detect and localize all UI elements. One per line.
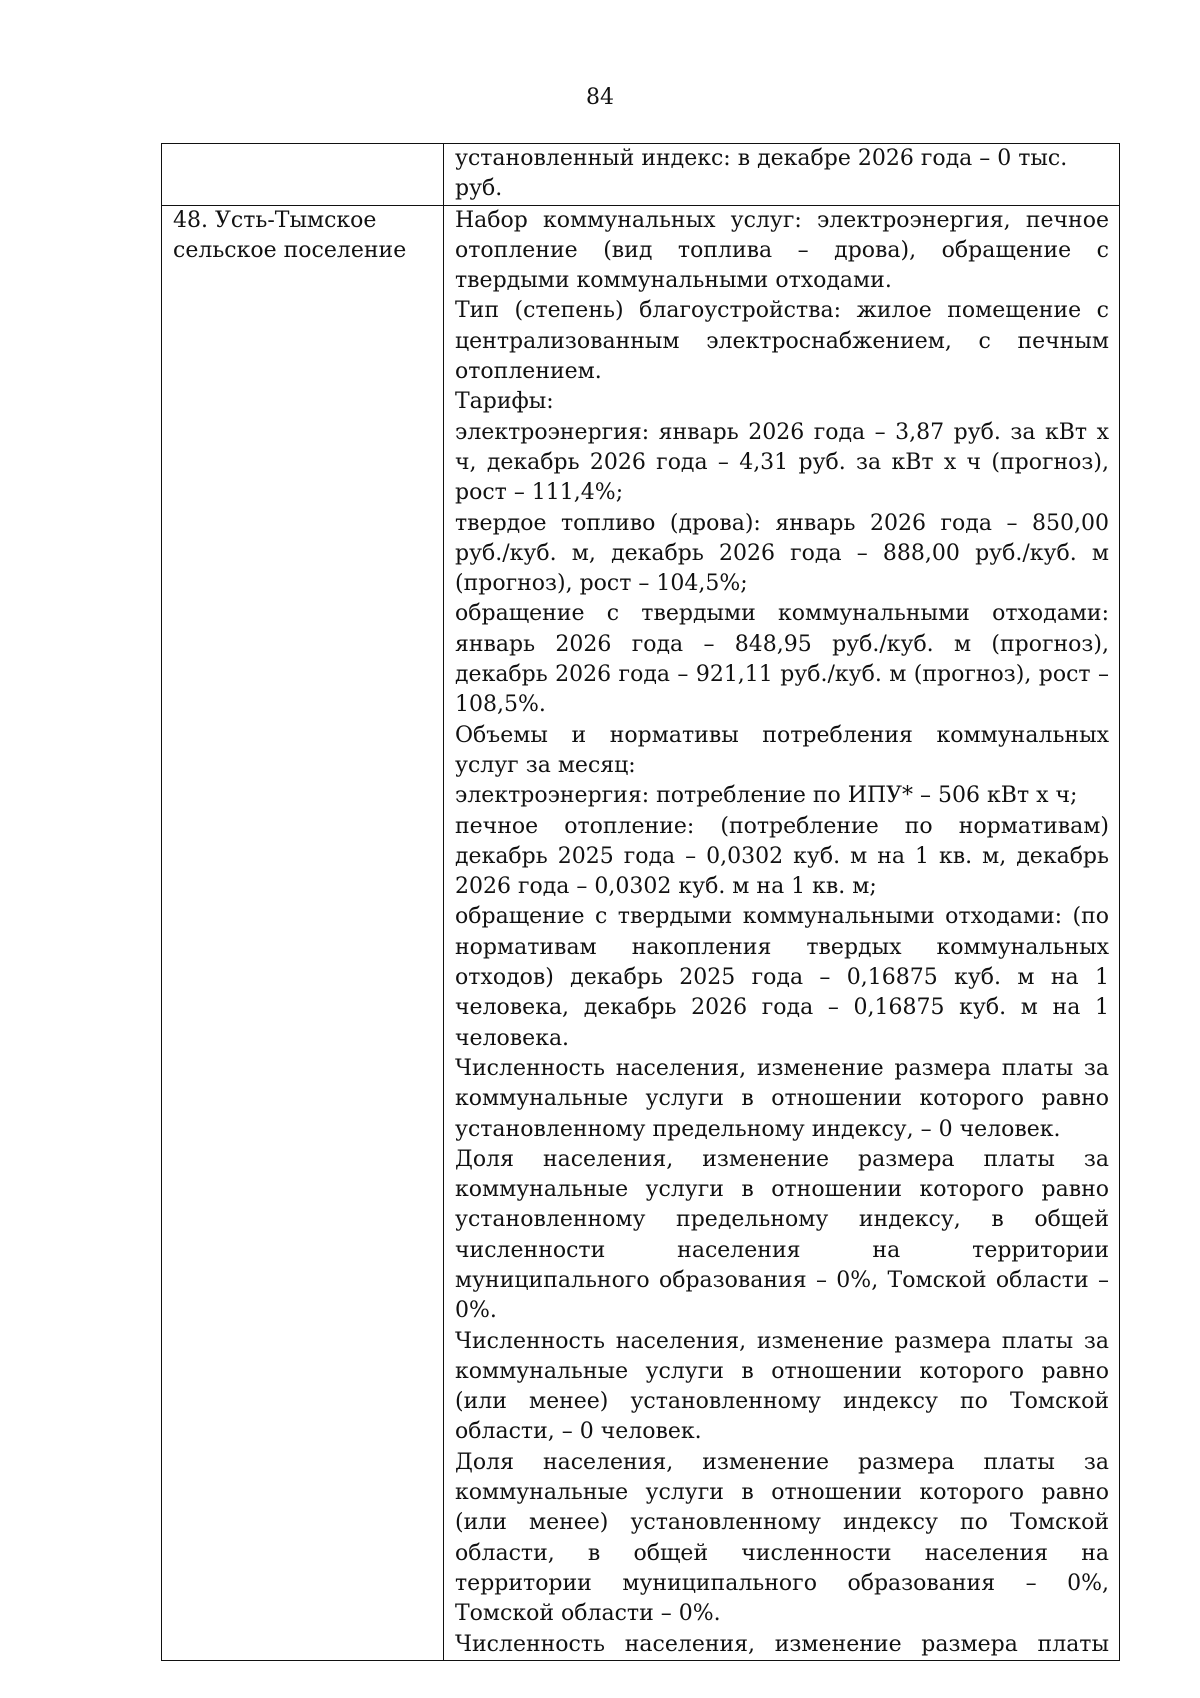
paragraph: Доля населения, изменение размера платы за коммунальные услуги в отношении которого равно установленному предельному индексу, в общей численности населения на территории муниципального образования – 0%, Томской области – 0%.: [455, 1146, 1109, 1324]
paragraph: печное отопление: (потребление по нормативам) декабрь 2025 года – 0,0302 куб. м на 1 кв. м, декабрь 2026 года – 0,0302 куб. м на 1 кв. м;: [455, 813, 1109, 900]
paragraph: Тарифы:: [455, 389, 554, 415]
paragraph: Тип (степень) благоустройства: жилое помещение с централизованным электроснабжением, с печным отоплением.: [455, 298, 1109, 385]
table-cell-right: [444, 144, 1120, 206]
paragraph: Объемы и нормативы потребления коммунальных услуг за месяц:: [455, 722, 1109, 778]
table-row: [162, 205, 1120, 1660]
table-row: [162, 144, 1120, 206]
paragraph: твердое топливо (дрова): январь 2026 года – 850,00 руб./куб. м, декабрь 2026 года – 888,00 руб./куб. м (прогноз), рост – 104,5%;: [455, 510, 1109, 597]
paragraph: Численность населения, изменение размера платы за коммунальные услуги в отношении которого равно (или менее) установленному индексу по Томской области, – 0 человек.: [455, 1328, 1109, 1445]
paragraph: Численность населения, изменение размера платы за коммунальные услуги в отношении которого равно установленному предельному индексу, – 0 человек.: [455, 1055, 1109, 1142]
paragraph: электроэнергия: потребление по ИПУ* – 506 кВт х ч;: [455, 783, 1078, 809]
table-cell-left: [162, 144, 444, 206]
data-table: [161, 143, 1120, 1661]
paragraph: Доля населения, изменение размера платы за коммунальные услуги в отношении которого равно (или менее) установленному индексу по Томской области, в общей численности населения на территории муниципального образования – 0%, Томской области – 0%.: [455, 1449, 1109, 1627]
paragraph: обращение с твердыми коммунальными отходами: январь 2026 года – 848,95 руб./куб. м (прогноз), декабрь 2026 года – 921,11 руб./куб. м (прогноз), рост – 108,5%.: [455, 601, 1109, 718]
settlement-name: 48. Усть-Тымское сельское поселение: [162, 205, 444, 1660]
page-number: 84: [586, 85, 614, 110]
paragraph: электроэнергия: январь 2026 года – 3,87 руб. за кВт х ч, декабрь 2026 года – 4,31 руб. за кВт х ч (прогноз), рост – 111,4%;: [455, 419, 1109, 506]
paragraph: установленный индекс: в декабре 2026 года – 0 тыс. руб.: [455, 146, 1068, 202]
paragraph: Набор коммунальных услуг: электроэнергия, печное отопление (вид топлива – дрова), обращение с твердыми коммунальными отходами.: [455, 207, 1109, 294]
paragraph: обращение с твердыми коммунальными отходами: (по нормативам накопления твердых коммунальных отходов) декабрь 2025 года – 0,16875 куб. м на 1 человека, декабрь 2026 года – 0,16875 куб. м на 1 человека.: [455, 904, 1109, 1051]
table-cell-right: [444, 205, 1120, 1660]
paragraph: Численность населения, изменение размера платы: [455, 1631, 1109, 1657]
